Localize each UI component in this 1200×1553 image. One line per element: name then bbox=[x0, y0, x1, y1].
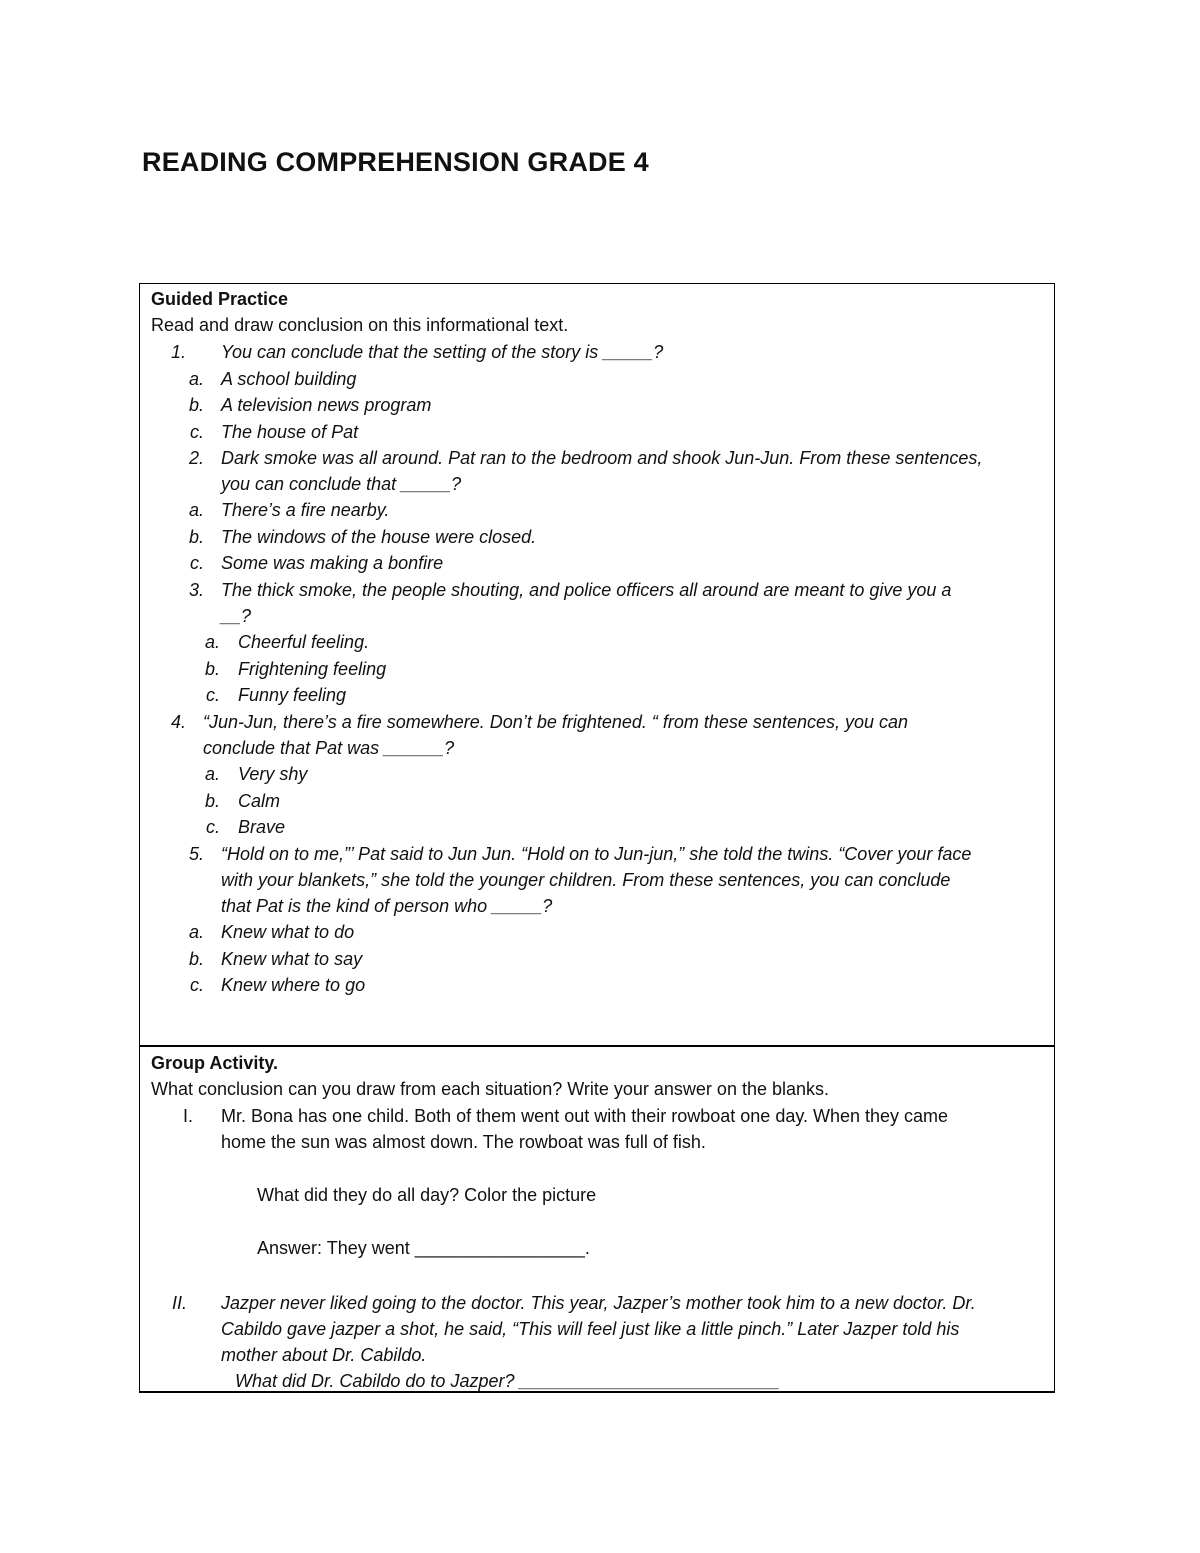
q5-option-c-letter: c. bbox=[189, 975, 204, 995]
q3-option-c-letter: c. bbox=[205, 685, 220, 705]
q2-option-c-letter: c. bbox=[189, 553, 204, 573]
question-2-line-2: you can conclude that _____? bbox=[221, 474, 462, 494]
item-1-line-2: home the sun was almost down. The rowboat was full of fish. bbox=[221, 1132, 706, 1152]
q1-option-c: The house of Pat bbox=[221, 422, 359, 442]
q3-option-b-letter: b. bbox=[204, 659, 220, 679]
question-4-line-1: “Jun-Jun, there’s a fire somewhere. Don’t be frightened. “ from these sentences, you can bbox=[203, 712, 909, 732]
question-4-line-2: conclude that Pat was ______? bbox=[203, 738, 455, 758]
q4-option-a-letter: a. bbox=[204, 764, 220, 784]
q2-option-b: The windows of the house were closed. bbox=[221, 527, 537, 547]
question-3-number: 3. bbox=[188, 580, 204, 600]
question-1-text: You can conclude that the setting of the story is _____? bbox=[221, 342, 664, 362]
question-4-number: 4. bbox=[170, 712, 186, 732]
q2-option-c: Some was making a bonfire bbox=[221, 553, 444, 573]
item-2-line-3: mother about Dr. Cabildo. bbox=[221, 1345, 427, 1365]
q1-option-a-letter: a. bbox=[188, 369, 204, 389]
q5-option-b-letter: b. bbox=[188, 949, 204, 969]
q4-option-a: Very shy bbox=[238, 764, 308, 784]
question-3-line-2: __? bbox=[221, 606, 252, 626]
group-activity-heading: Group Activity. bbox=[151, 1053, 279, 1073]
q2-option-b-letter: b. bbox=[188, 527, 204, 547]
page-title: READING COMPREHENSION GRADE 4 bbox=[142, 147, 649, 177]
item-1-number: I. bbox=[182, 1106, 193, 1126]
guided-practice-heading: Guided Practice bbox=[151, 289, 289, 309]
question-5-line-1: “Hold on to me,”’ Pat said to Jun Jun. “Hold on to Jun-jun,” she told the twins. “Cover your face bbox=[221, 844, 972, 864]
item-2-number: II. bbox=[171, 1293, 187, 1313]
question-2-line-1: Dark smoke was all around. Pat ran to the bedroom and shook Jun-Jun. From these sentences, bbox=[221, 448, 983, 468]
q3-option-c: Funny feeling bbox=[238, 685, 347, 705]
q3-option-b: Frightening feeling bbox=[238, 659, 387, 679]
q2-option-a-letter: a. bbox=[188, 500, 204, 520]
q4-option-b: Calm bbox=[238, 791, 281, 811]
question-2-number: 2. bbox=[188, 448, 204, 468]
item-1-question: What did they do all day? Color the picture bbox=[257, 1185, 597, 1205]
question-5-number: 5. bbox=[188, 844, 204, 864]
question-5-line-2: with your blankets,” she told the younger children. From these sentences, you can conclude bbox=[221, 870, 951, 890]
q5-option-a: Knew what to do bbox=[221, 922, 355, 942]
q5-option-a-letter: a. bbox=[188, 922, 204, 942]
q2-option-a: There’s a fire nearby. bbox=[221, 500, 390, 520]
q3-option-a-letter: a. bbox=[204, 632, 220, 652]
item-1-line-1: Mr. Bona has one child. Both of them went out with their rowboat one day. When they came bbox=[221, 1106, 949, 1126]
question-3-line-1: The thick smoke, the people shouting, and police officers all around are meant to give you a bbox=[221, 580, 952, 600]
item-2-question: What did Dr. Cabildo do to Jazper? __________________________ bbox=[235, 1371, 780, 1391]
group-activity-instruction: What conclusion can you draw from each situation? Write your answer on the blanks. bbox=[151, 1079, 830, 1099]
question-1-number: 1. bbox=[170, 342, 186, 362]
item-1-answer: Answer: They went _________________. bbox=[257, 1238, 590, 1258]
q3-option-a: Cheerful feeling. bbox=[238, 632, 370, 652]
guided-practice-instruction: Read and draw conclusion on this informational text. bbox=[151, 315, 569, 335]
q1-option-b: A television news program bbox=[221, 395, 432, 415]
q4-option-b-letter: b. bbox=[204, 791, 220, 811]
q1-option-c-letter: c. bbox=[189, 422, 204, 442]
q4-option-c-letter: c. bbox=[205, 817, 220, 837]
q4-option-c: Brave bbox=[238, 817, 286, 837]
q5-option-c: Knew where to go bbox=[221, 975, 366, 995]
q1-option-a: A school building bbox=[221, 369, 357, 389]
question-5-line-3: that Pat is the kind of person who _____? bbox=[221, 896, 553, 916]
item-2-line-2: Cabildo gave jazper a shot, he said, “This will feel just like a little pinch.” Later Jazper told his bbox=[221, 1319, 960, 1339]
item-2-line-1: Jazper never liked going to the doctor. This year, Jazper’s mother took him to a new doctor. Dr. bbox=[221, 1293, 976, 1313]
q1-option-b-letter: b. bbox=[188, 395, 204, 415]
q5-option-b: Knew what to say bbox=[221, 949, 363, 969]
